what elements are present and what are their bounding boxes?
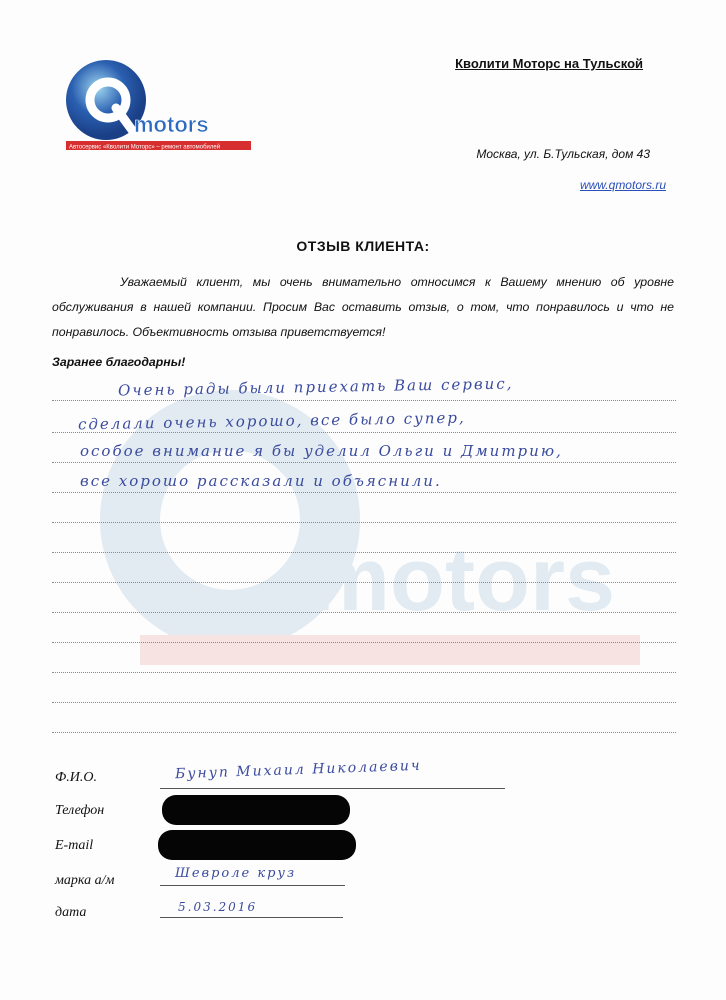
review-line-rule [52, 462, 676, 463]
intro-text: Уважаемый клиент, мы очень внимательно относимся к Вашему мнению об уровне обслуживания в нашей компании. Просим Вас оставить отзыв, о том, что понравилось и что не понравилось. Объективность отзыва приветствуется! [52, 275, 674, 339]
qmotors-logo [66, 58, 251, 158]
date-value: 5.03.2016 [178, 900, 258, 914]
company-name: Кволити Моторс на Тульской [455, 56, 643, 71]
name-value: Бунуп Михаил Николаевич [174, 757, 422, 783]
svg-text:motors: motors [310, 530, 616, 630]
review-text-line: все хорошо рассказали и объяснили. [80, 472, 442, 490]
review-line-rule [52, 400, 676, 401]
review-line-rule [52, 582, 676, 583]
date-label: дата [55, 905, 87, 920]
phone-redacted [162, 795, 350, 825]
date-underline [160, 917, 343, 918]
review-line-rule [52, 552, 676, 553]
logo-tagline: Автосервис «Кволити Моторс» – ремонт автомобилей [69, 144, 221, 151]
email-redacted [158, 830, 356, 860]
name-underline [160, 788, 505, 789]
name-label: Ф.И.О. [55, 770, 97, 785]
car-value: Шевроле круз [175, 866, 297, 881]
svg-text:motors: motors [134, 112, 209, 137]
review-text-line: сделали очень хорошо, все было супер, [77, 408, 466, 434]
review-line-rule [52, 612, 676, 613]
review-text-line: Очень рады были приехать Ваш сервис, [117, 374, 514, 400]
review-text-line: особое внимание я бы уделил Ольги и Дмитрию, [80, 442, 563, 460]
website-link[interactable]: www.qmotors.ru [579, 178, 666, 192]
email-label: E-mail [55, 838, 94, 853]
review-line-rule [52, 702, 676, 703]
phone-label: Телефон [55, 803, 105, 818]
thanks-text: Заранее благодарны! [52, 355, 186, 369]
review-line-rule [52, 492, 676, 493]
car-underline [160, 885, 345, 886]
car-label: марка а/м [55, 873, 115, 888]
form-title: ОТЗЫВ КЛИЕНТА: [296, 238, 430, 254]
review-line-rule [52, 642, 676, 643]
review-line-rule [52, 522, 676, 523]
review-line-rule [52, 732, 676, 733]
review-line-rule [52, 672, 676, 673]
company-address: Москва, ул. Б.Тульская, дом 43 [476, 147, 650, 161]
